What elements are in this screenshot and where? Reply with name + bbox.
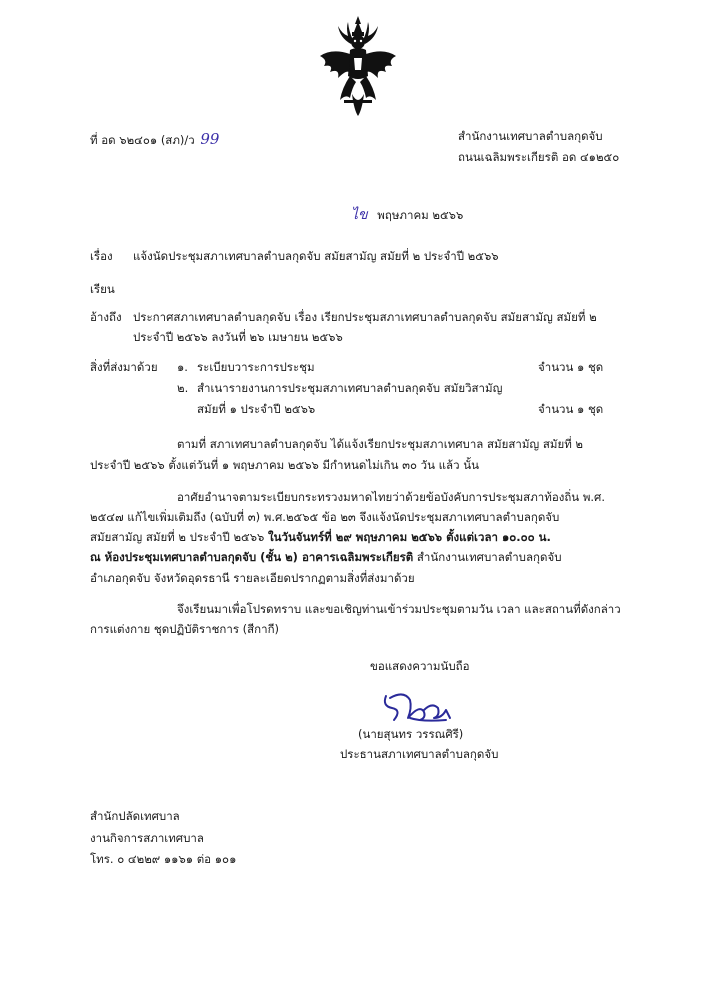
footer-section: งานกิจการสภาเทศบาล xyxy=(90,831,204,845)
enclosure-1-number: ๑. xyxy=(177,360,188,374)
body-paragraph-3-line-1: จึงเรียนมาเพื่อโปรดทราบ และขอเชิญท่านเข้าร่วมประชุมตามวัน เวลา และสถานที่ดังกล่าว xyxy=(177,602,621,616)
body-paragraph-2-line-2: ๒๕๔๗ แก้ไขเพิ่มเติมถึง (ฉบับที่ ๓) พ.ศ.๒๕๖๕ ข้อ ๒๓ จึงแจ้งนัดประชุมสภาเทศบาลตำบลกุดจับ xyxy=(90,510,560,524)
reference-line-1: ประกาศสภาเทศบาลตำบลกุดจับ เรื่อง เรียกประชุมสภาเทศบาลตำบลกุดจับ สมัยสามัญ สมัยที่ ๒ xyxy=(133,310,597,324)
handwritten-signature xyxy=(380,688,458,728)
office-name: สำนักงานเทศบาลตำบลกุดจับ xyxy=(458,129,603,143)
enclosure-2-title-line-2: สมัยที่ ๑ ประจำปี ๒๕๖๖ xyxy=(197,402,316,416)
meeting-office: สำนักงานเทศบาลตำบลกุดจับ xyxy=(413,550,562,564)
body-paragraph-1-line-2: ประจำปี ๒๕๖๖ ตั้งแต่วันที่ ๑ พฤษภาคม ๒๕๖๖ มีกำหนดไม่เกิน ๓๐ วัน แล้ว นั้น xyxy=(90,458,479,472)
meeting-venue: ณ ห้องประชุมเทศบาลตำบลกุดจับ (ชั้น ๒) อาคารเฉลิมพระเกียรติ xyxy=(90,550,414,564)
garuda-emblem-icon xyxy=(318,14,398,118)
enclosure-2-title-line-1: สำเนารายงานการประชุมสภาเทศบาลตำบลกุดจับ สมัยวิสามัญ xyxy=(197,381,503,395)
date-month-year: พฤษภาคม ๒๕๖๖ xyxy=(377,208,464,222)
enclosure-2-number: ๒. xyxy=(177,381,189,395)
body-paragraph-1-line-1: ตามที่ สภาเทศบาลตำบลกุดจับ ได้แจ้งเรียกประชุมสภาเทศบาล สมัยสามัญ สมัยที่ ๒ xyxy=(177,437,584,451)
enclosure-2-quantity: จำนวน ๑ ชุด xyxy=(538,402,604,416)
subject-text: แจ้งนัดประชุมสภาเทศบาลตำบลกุดจับ สมัยสามัญ สมัยที่ ๒ ประจำปี ๒๕๖๖ xyxy=(133,249,499,263)
reference-number-handwritten: 99 xyxy=(200,130,220,148)
reference-label: อ้างถึง xyxy=(90,310,122,324)
to-label: เรียน xyxy=(90,282,115,296)
enclosure-1-title: ระเบียบวาระการประชุม xyxy=(197,360,315,374)
footer-phone: โทร. ๐ ๔๒๒๙ ๑๑๖๑ ต่อ ๑๐๑ xyxy=(90,852,237,866)
enclosure-1-quantity: จำนวน ๑ ชุด xyxy=(538,360,604,374)
reference-number xyxy=(90,130,219,148)
reference-number-text: ที่ อด ๖๒๔๐๑ (สภ)/ว xyxy=(90,133,195,147)
body-paragraph-2-line-4 xyxy=(90,551,562,565)
footer-department: สำนักปลัดเทศบาล xyxy=(90,809,180,823)
reference-line-2: ประจำปี ๒๕๖๖ ลงวันที่ ๒๖ เมษายน ๒๕๖๖ xyxy=(133,330,343,344)
closing-salutation: ขอแสดงความนับถือ xyxy=(370,659,470,673)
letter-date xyxy=(351,207,463,224)
office-address: ถนนเฉลิมพระเกียรติ อด ๔๑๒๕๐ xyxy=(458,150,620,164)
body-paragraph-2-line-1: อาศัยอำนาจตามระเบียบกระทรวงมหาดไทยว่าด้วยข้อบังคับการประชุมสภาท้องถิ่น พ.ศ. xyxy=(177,490,606,504)
signer-title: ประธานสภาเทศบาลตำบลกุดจับ xyxy=(340,747,499,761)
subject-label: เรื่อง xyxy=(90,249,113,263)
body-paragraph-3-line-2: การแต่งกาย ชุดปฏิบัติราชการ (สีกากี) xyxy=(90,622,280,636)
body-paragraph-2-line-5: อำเภอกุดจับ จังหวัดอุดรธานี รายละเอียดปรากฏตามสิ่งที่ส่งมาด้วย xyxy=(90,571,415,585)
meeting-date-time: ในวันจันทร์ที่ ๒๙ พฤษภาคม ๒๕๖๖ ตั้งแต่เวลา ๑๐.๐๐ น. xyxy=(268,530,551,544)
signer-name: (นายสุนทร วรรณศิรี) xyxy=(358,727,464,741)
date-handwritten-day: ไข xyxy=(351,207,368,223)
meeting-session-text: สมัยสามัญ สมัยที่ ๒ ประจำปี ๒๕๖๖ xyxy=(90,530,269,544)
enclosures-label: สิ่งที่ส่งมาด้วย xyxy=(90,360,158,374)
body-paragraph-2-line-3 xyxy=(90,531,551,545)
